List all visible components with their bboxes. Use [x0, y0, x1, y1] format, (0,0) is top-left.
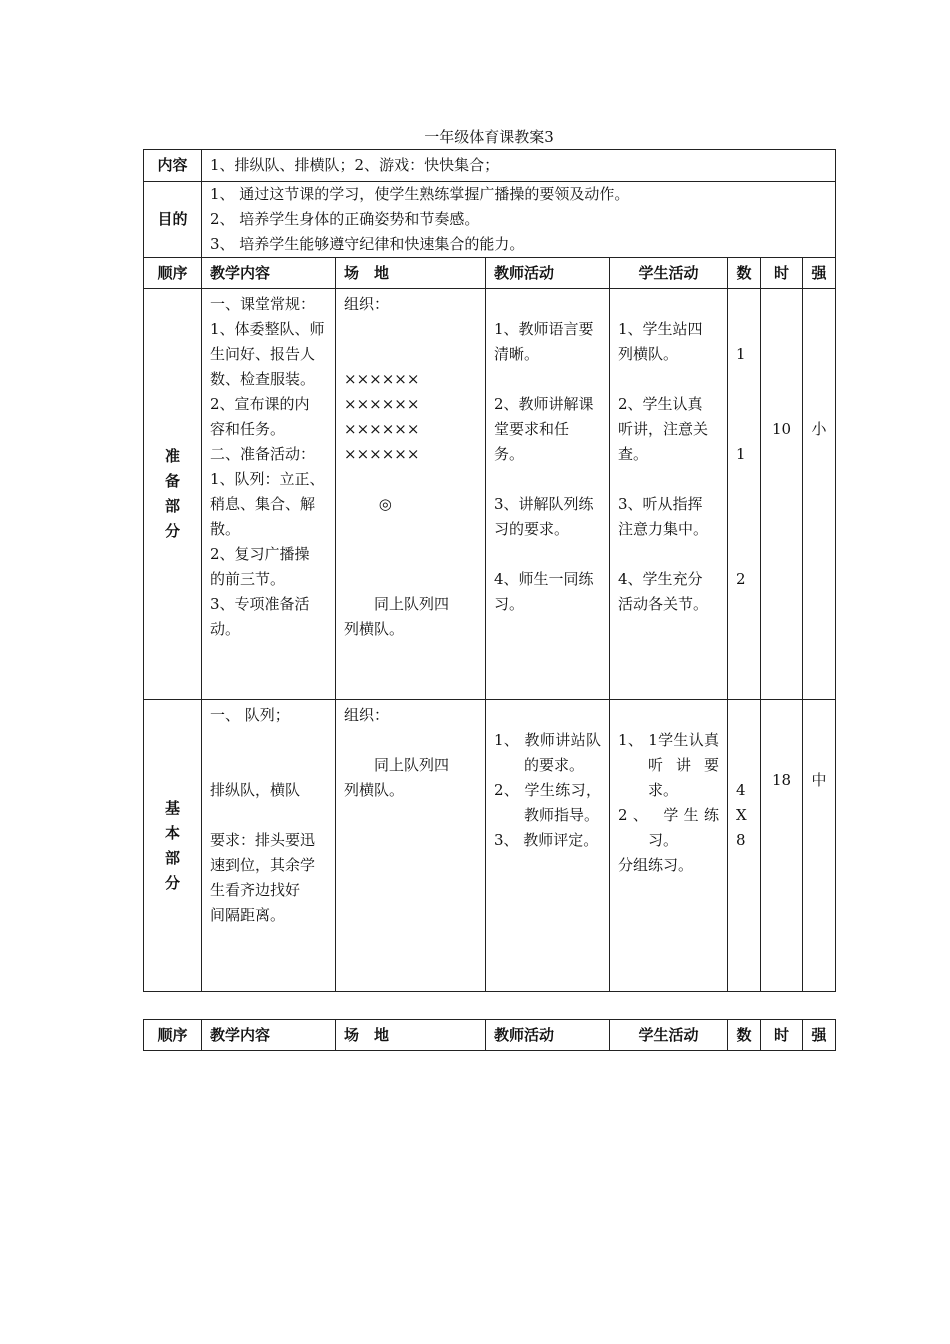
text-line: 列横队。 — [618, 345, 679, 363]
header-row — [144, 258, 836, 289]
text-line: 清晰。 — [494, 345, 540, 363]
text-line — [210, 728, 327, 753]
text-line: 堂要求和任 — [494, 420, 570, 438]
text-line: 2 — [736, 570, 746, 588]
text-line: 注意力集中。 — [618, 520, 709, 538]
footer-header-order: 顺序 — [144, 1020, 202, 1051]
text-line — [736, 728, 752, 753]
text-line: 1 — [736, 445, 746, 463]
text-line: 数、检查服装。 — [210, 370, 316, 388]
text-line: 1、 教师讲站队的要求。 — [494, 731, 601, 774]
footer-header-student-activity: 学生活动 — [610, 1020, 728, 1051]
page-title: 一年级体育课教案3 — [424, 128, 554, 146]
text-line: 排纵队，横队 — [210, 781, 301, 799]
prep-content — [202, 289, 336, 700]
text-line — [736, 542, 752, 567]
text-line: 1、体委整队、师 — [210, 320, 325, 338]
footer-header-teacher-activity: 教师活动 — [486, 1020, 610, 1051]
text-line — [736, 367, 752, 392]
prep-teacher — [486, 289, 610, 700]
text-line: 分组练习。 — [618, 856, 694, 874]
footer-header-teaching-content: 教学内容 — [202, 1020, 336, 1051]
text-line — [736, 317, 752, 342]
text-line: 二、准备活动： — [210, 445, 316, 463]
text-line: 2、教师讲解课 — [494, 395, 594, 413]
text-line: 听讲，注意关 — [618, 420, 709, 438]
text-line — [618, 367, 719, 392]
text-line: ◎ — [344, 495, 392, 513]
text-line — [344, 517, 477, 542]
text-line — [494, 467, 601, 492]
text-line: 一、 队列； — [210, 706, 290, 724]
text-line — [494, 703, 601, 728]
prep-section-row — [144, 289, 836, 700]
text-line — [344, 467, 477, 492]
text-line: 4、学生充分 — [618, 570, 703, 588]
text-line — [736, 753, 752, 778]
text-line: 容和任务。 — [210, 420, 286, 438]
text-line — [344, 728, 477, 753]
text-line: 组织： — [344, 706, 390, 724]
text-line: 同上队列四 — [344, 756, 450, 774]
text-line: 1、 1学生认真听讲要求。 — [618, 731, 719, 799]
text-line — [494, 542, 601, 567]
header-count: 数 — [728, 258, 761, 289]
goal-line: 2、 培养学生身体的正确姿势和节奏感。 — [210, 210, 480, 228]
text-line: 列横队。 — [344, 781, 405, 799]
prep-section-label: 准 备 部 分 — [144, 289, 202, 700]
text-line: 2、学生认真 — [618, 395, 703, 413]
goal-line: 3、 培养学生能够遵守纪律和快速集合的能力。 — [210, 235, 525, 253]
text-line — [736, 467, 752, 492]
goal-label: 目的 — [144, 182, 202, 258]
footer-header-table — [143, 1019, 836, 1051]
text-line: X — [736, 806, 747, 824]
prep-count — [728, 289, 761, 700]
text-line: 2、宣布课的内 — [210, 395, 310, 413]
text-line: 间隔距离。 — [210, 906, 286, 924]
text-line — [210, 803, 327, 828]
text-line — [210, 753, 327, 778]
header-teacher-activity: 教师活动 — [486, 258, 610, 289]
text-line — [344, 342, 477, 367]
header-teaching-content: 教学内容 — [202, 258, 336, 289]
text-line: 动。 — [210, 620, 241, 638]
footer-header-intensity: 强 — [803, 1020, 836, 1051]
text-line: 3、讲解队列练 — [494, 495, 594, 513]
text-line: 速到位，其余学 — [210, 856, 316, 874]
text-line: 4、师生一同练 — [494, 570, 594, 588]
text-line — [736, 417, 752, 442]
prep-student — [610, 289, 728, 700]
text-line: ×××××× — [344, 420, 420, 438]
footer-header-row — [144, 1020, 836, 1051]
text-line: 生看齐边找好 — [210, 881, 301, 899]
text-line — [494, 367, 601, 392]
text-line: 同上队列四 — [344, 595, 450, 613]
text-line — [618, 292, 719, 317]
text-line — [736, 292, 752, 317]
text-line: 3、听从指挥 — [618, 495, 703, 513]
text-line: 活动各关节。 — [618, 595, 709, 613]
text-line: 稍息、集合、解 — [210, 495, 316, 513]
text-line — [618, 467, 719, 492]
text-line: 4 — [736, 781, 746, 799]
text-line: ×××××× — [344, 370, 420, 388]
basic-time: 18 — [761, 700, 803, 992]
text-line: 1、学生站四 — [618, 320, 703, 338]
text-line: 生问好、报告人 — [210, 345, 316, 363]
text-line: 3、专项准备活 — [210, 595, 310, 613]
text-line: 1 — [736, 345, 746, 363]
text-line: 一、课堂常规： — [210, 295, 316, 313]
text-line: 组织： — [344, 295, 390, 313]
header-time: 时 — [761, 258, 803, 289]
text-line — [344, 542, 477, 567]
footer-header-field: 场 地 — [336, 1020, 486, 1051]
text-line: ×××××× — [344, 395, 420, 413]
text-line — [618, 703, 719, 728]
prep-field — [336, 289, 486, 700]
footer-header-time: 时 — [761, 1020, 803, 1051]
text-line: 列横队。 — [344, 620, 405, 638]
text-line: 散。 — [210, 520, 241, 538]
text-line — [344, 317, 477, 342]
text-line: 的前三节。 — [210, 570, 286, 588]
basic-intensity: 中 — [803, 700, 836, 992]
text-line: 3、 教师评定。 — [494, 831, 599, 849]
basic-content — [202, 700, 336, 992]
text-line: 1、教师语言要 — [494, 320, 594, 338]
header-field: 场 地 — [336, 258, 486, 289]
basic-student — [610, 700, 728, 992]
goal-text — [202, 182, 836, 258]
text-line — [736, 492, 752, 517]
text-line: ×××××× — [344, 445, 420, 463]
text-line — [736, 703, 752, 728]
text-line: 习。 — [494, 595, 525, 613]
content-label: 内容 — [144, 150, 202, 182]
text-line — [618, 542, 719, 567]
content-text: 1、排纵队、排横队；2、游戏：快快集合； — [202, 150, 836, 182]
basic-count — [728, 700, 761, 992]
lesson-plan-table — [143, 149, 836, 992]
header-order: 顺序 — [144, 258, 202, 289]
text-line — [344, 567, 477, 592]
text-line: 务。 — [494, 445, 525, 463]
text-line: 2、复习广播操 — [210, 545, 310, 563]
text-line: 查。 — [618, 445, 649, 463]
basic-section-label: 基 本 部 分 — [144, 700, 202, 992]
prep-time: 10 — [761, 289, 803, 700]
header-intensity: 强 — [803, 258, 836, 289]
basic-field — [336, 700, 486, 992]
text-line — [736, 392, 752, 417]
text-line: 2、 学生练习。 — [618, 806, 719, 849]
header-student-activity: 学生活动 — [610, 258, 728, 289]
text-line: 习的要求。 — [494, 520, 570, 538]
text-line: 要求：排头要迅 — [210, 831, 316, 849]
basic-section-row — [144, 700, 836, 992]
text-line: 1、队列：立正、 — [210, 470, 325, 488]
basic-teacher — [486, 700, 610, 992]
text-line — [494, 292, 601, 317]
text-line: 2、 学生练习，教师指导。 — [494, 781, 601, 824]
text-line: 8 — [736, 831, 746, 849]
text-line — [736, 517, 752, 542]
footer-header-count: 数 — [728, 1020, 761, 1051]
goal-line: 1、 通过这节课的学习，使学生熟练掌握广播操的要领及动作。 — [210, 185, 630, 203]
prep-intensity: 小 — [803, 289, 836, 700]
